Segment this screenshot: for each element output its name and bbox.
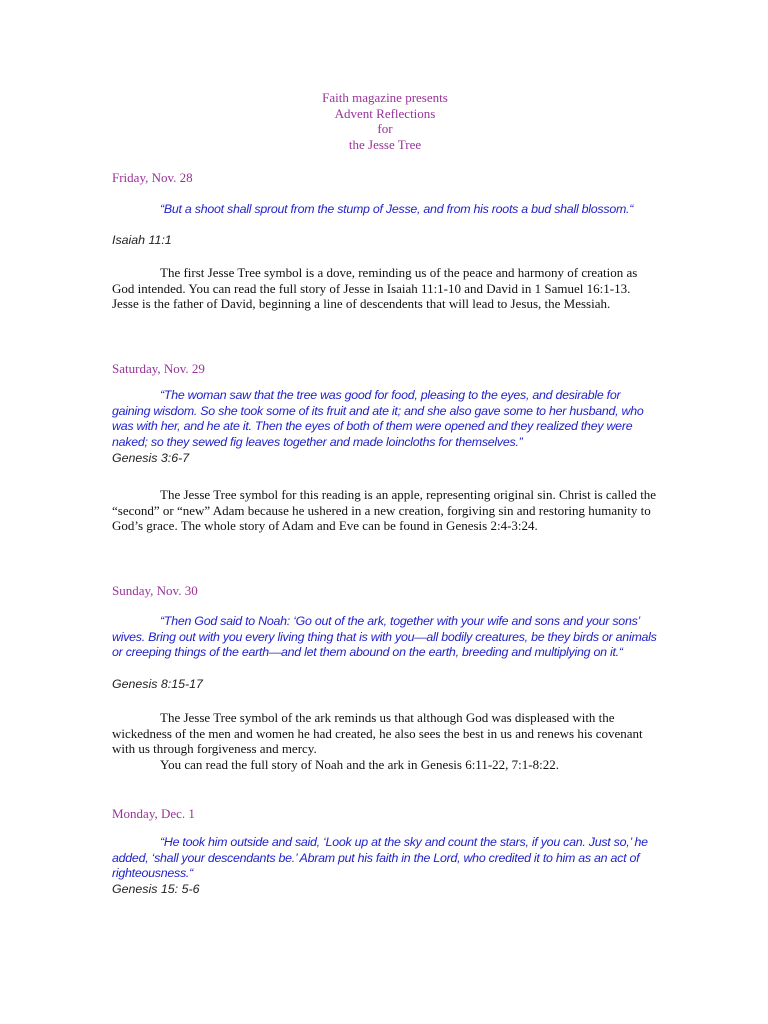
- entry-date: Friday, Nov. 28: [112, 170, 193, 185]
- entry-paragraph: The Jesse Tree symbol of the ark reminds us that although God was displeased with the wickedness of the men and women he had created, he also sees the best in us and renews his covenant with us through forgiveness and mercy.: [112, 710, 643, 757]
- header-title: Advent Reflections: [334, 105, 436, 121]
- entry-citation: Genesis 8:15-17: [112, 677, 203, 691]
- entry-date: Sunday, Nov. 30: [112, 583, 198, 598]
- entry-quote: “He took him outside and said, ‘Look up at the sky and count the stars, if you can. Just so,’ he added, ‘shall your descendants be.’ Abram put his faith in the Lord, who credited it to him as an act of righteousness.“: [112, 835, 648, 881]
- entry-paragraph: The first Jesse Tree symbol is a dove, reminding us of the peace and harmony of creation as God intended. You can read the full story of Jesse in Isaiah 11:1-10 and David in 1 Samuel 16:1-13. Jesse is the father of David, beginning a line of descendents that will lead to Jesus, the Messiah.: [112, 265, 638, 312]
- header-for: for: [377, 121, 393, 136]
- entry-citation: Isaiah 11:1: [112, 233, 172, 247]
- entry-citation: Genesis 3:6-7: [112, 451, 190, 465]
- header-subtitle: the Jesse Tree: [348, 136, 422, 152]
- entry-date: Monday, Dec. 1: [112, 806, 195, 821]
- entry-paragraph: The Jesse Tree symbol for this reading is an apple, representing original sin. Christ is called the “second” or “new” Adam because he ushered in a new creation, forgiving sin and restoring humanity to God’s grace. The whole story of Adam and Eve can be found in Genesis 2:4-3:24.: [112, 487, 657, 534]
- entry-date: Saturday, Nov. 29: [112, 361, 205, 376]
- entry-quote: “But a shoot shall sprout from the stump of Jesse, and from his roots a bud shall blossom.“: [160, 202, 634, 216]
- document-header: [112, 90, 658, 152]
- entry-citation: Genesis 15: 5-6: [112, 882, 200, 896]
- entry-quote: “Then God said to Noah: ‘Go out of the ark, together with your wife and sons and your sons’ wives. Bring out with you every living thing that is with you—all bodily creatures, be they birds or animals or creeping things of the earth—and let them abound on the earth, breeding and multiplying on it.“: [112, 614, 657, 660]
- entry-paragraph: You can read the full story of Noah and the ark in Genesis 6:11-22, 7:1-8:22.: [160, 757, 559, 772]
- header-presents: Faith magazine presents: [322, 90, 448, 105]
- entry-quote: “The woman saw that the tree was good for food, pleasing to the eyes, and desirable for gaining wisdom. So she took some of its fruit and ate it; and she also gave some to her husband, who was with her, and he ate it. Then the eyes of both of them were opened and they realized they were naked; so they sewed fig leaves together and made loincloths for themselves.”: [112, 388, 644, 449]
